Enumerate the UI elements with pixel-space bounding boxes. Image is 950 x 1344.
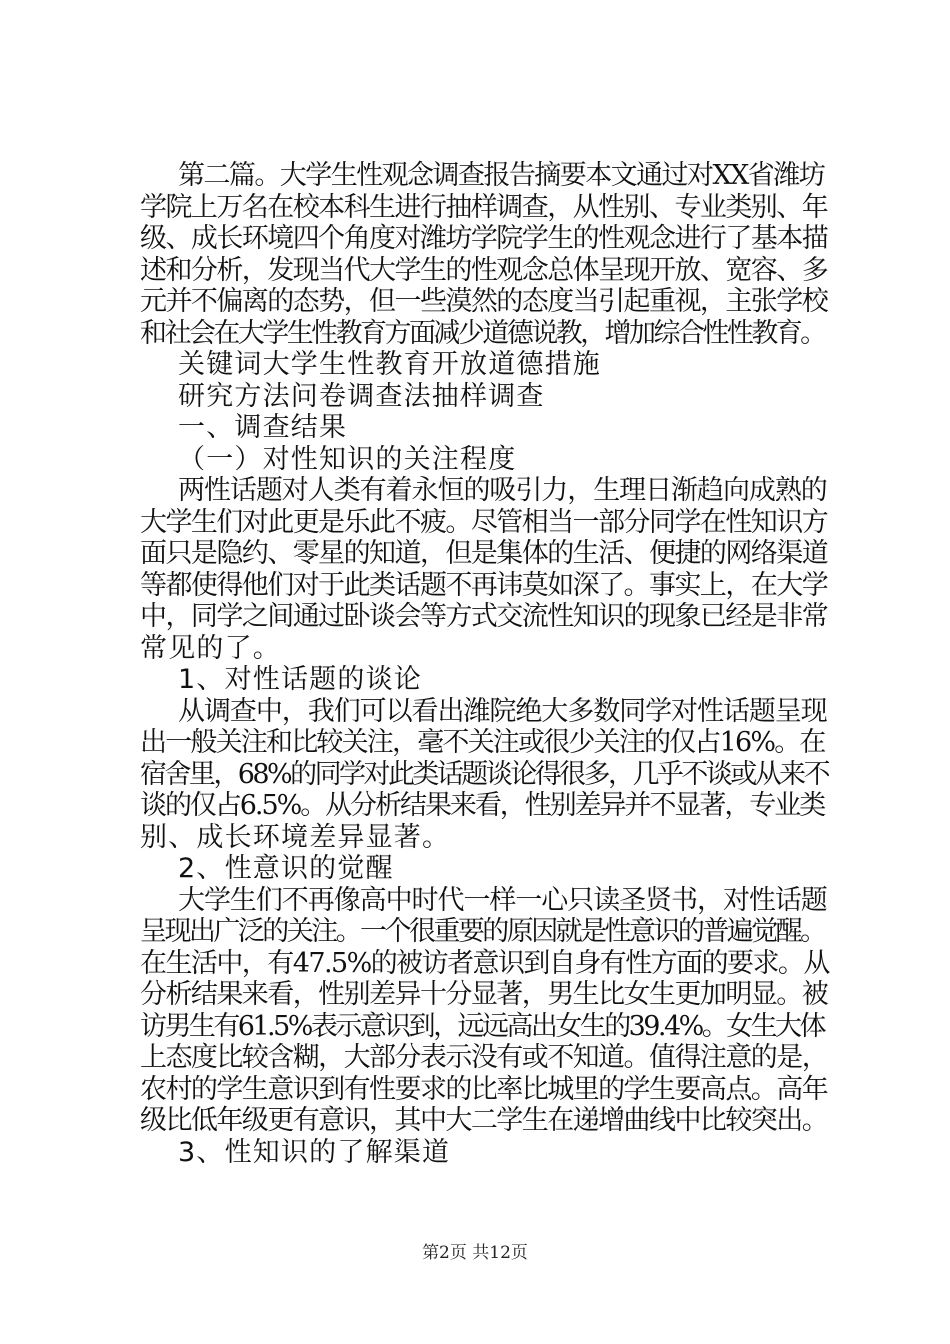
paragraph-line: 出一般关注和比较关注，毫不关注或很少关注的仅占16%。在 [140,727,825,758]
paragraph-line: 别、成长环境差异显著。 [140,821,451,853]
paragraph-line: 大学生们对此更是乐此不疲。尽管相当一部分同学在性知识方 [140,506,828,538]
subsection-heading-attention: （一）对性知识的关注程度 [178,443,517,475]
paragraph-line: 中，同学之间通过卧谈会等方式交流性知识的现象已经是非常 [140,601,828,632]
paragraph-line: 呈现出广泛的关注。一个很重要的原因就是性意识的普遍觉醒。 [140,916,825,947]
method-line: 研究方法问卷调查法抽样调查 [178,380,545,412]
paragraph-line: 从调查中，我们可以看出潍院绝大多数同学对性话题呈现 [178,695,827,727]
paragraph-line: 大学生们不再像高中时代一样一心只读圣贤书，对性话题 [178,884,827,916]
abstract-line-3: 级、成长环境四个角度对潍坊学院学生的性观念进行了基本描 [140,223,828,254]
paragraph-line: 分析结果来看，性别差异十分显著，男生比女生更加明显。被 [140,979,828,1010]
abstract-line-4: 述和分析，发现当代大学生的性观念总体呈现开放、宽容、多 [140,254,828,286]
paragraph-line: 访男生有61.5%表示意识到，远远高出女生的39.4%。女生大体 [140,1010,824,1042]
paragraph-line: 两性话题对人类有着永恒的吸引力，生理日渐趋向成熟的 [178,475,827,506]
page-footer: 第2页 共12页 [422,1243,528,1263]
keywords-line: 关键词大学生性教育开放道德措施 [178,349,601,380]
subheading-awakening: 2、性意识的觉醒 [178,853,394,884]
abstract-line-5: 元并不偏离的态势，但一些漠然的态度当引起重视，主张学校 [140,286,828,317]
paragraph-line: 在生活中，有47.5%的被访者意识到自身有性方面的要求。从 [140,947,829,979]
document-body [140,160,830,1168]
paragraph-line: 面只是隐约、零星的知道，但是集体的生活、便捷的网络渠道 [140,538,828,569]
abstract-line-1: 第二篇。大学生性观念调查报告摘要本文通过对XX省潍坊 [178,160,825,191]
abstract-line-2: 学院上万名在校本科生进行抽样调查，从性别、专业类别、年 [140,191,828,223]
paragraph-line: 级比低年级更有意识，其中大二学生在递增曲线中比较突出。 [140,1105,828,1136]
section-heading-results: 一、调查结果 [178,412,348,443]
subheading-channels: 3、性知识的了解渠道 [178,1136,451,1168]
abstract-line-6: 和社会在大学生性教育方面减少道德说教，增加综合性性教育。 [140,317,825,349]
paragraph-line: 上态度比较含糊，大部分表示没有或不知道。值得注意的是， [140,1042,828,1073]
subheading-discussion: 1、对性话题的谈论 [178,664,422,695]
paragraph-line: 常见的了。 [140,632,281,664]
paragraph-line: 等都使得他们对于此类话题不再讳莫如深了。事实上，在大学 [140,569,828,601]
paragraph-line: 农村的学生意识到有性要求的比率比城里的学生要高点。高年 [140,1073,828,1105]
paragraph-line: 谈的仅占6.5%。从分析结果来看，性别差异并不显著，专业类 [140,790,825,821]
paragraph-line: 宿舍里，68%的同学对此类话题谈论得很多，几乎不谈或从来不 [140,758,829,790]
